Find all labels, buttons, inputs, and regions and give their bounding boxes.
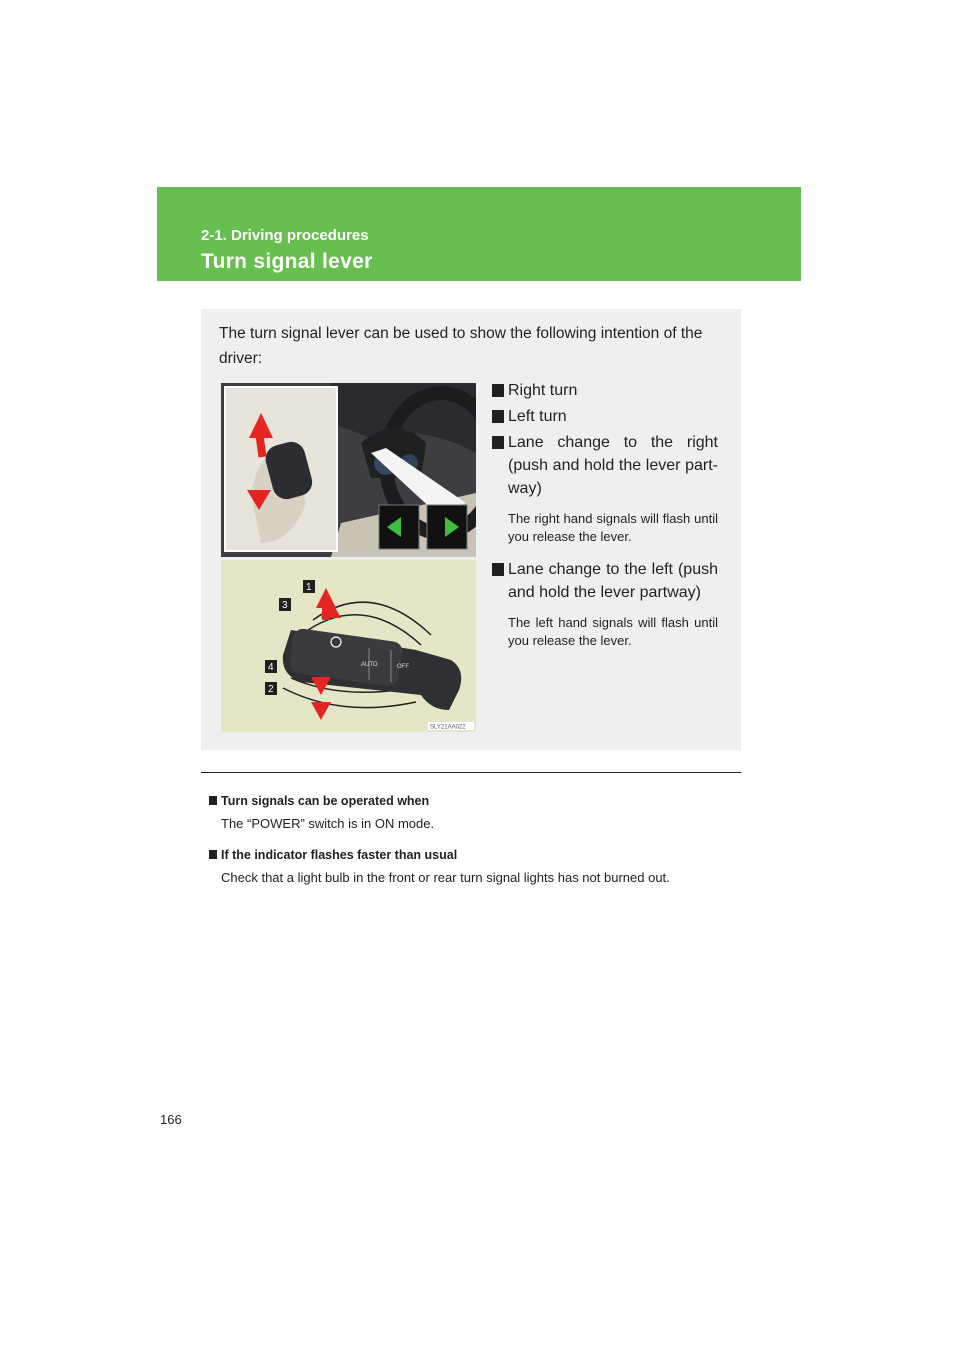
callout-3: 3 <box>282 600 288 611</box>
note-heading: If the indicator flashes faster than usual <box>209 847 769 863</box>
list-item-note: The right hand signals will flash until you release the lever. <box>508 511 718 544</box>
bullet-square-icon <box>209 796 217 805</box>
note-body: Check that a light bulb in the front or rear turn signal lights has not burned out. <box>221 870 670 885</box>
list-item-text: Lane change to the left (push and hold the lever partway) <box>508 561 718 601</box>
note-heading: Turn signals can be operated when <box>209 793 769 809</box>
cockpit-photo <box>221 383 476 557</box>
list-item <box>492 558 718 604</box>
number-badge <box>492 410 504 423</box>
list-item-text: Left turn <box>508 408 567 425</box>
lever-label-auto: AUTO <box>361 662 378 668</box>
intro-text: The turn signal lever can be used to show the following intention of the driver: <box>219 325 703 367</box>
list-item <box>492 379 718 402</box>
number-badge <box>492 563 504 576</box>
notes-section <box>209 793 769 901</box>
list-item-text: Right turn <box>508 382 578 399</box>
cockpit-illustration <box>221 383 476 557</box>
page-number: 166 <box>160 1112 182 1127</box>
lever-label-off: OFF <box>397 664 409 670</box>
bullet-square-icon <box>209 850 217 859</box>
callout-4: 4 <box>268 662 274 673</box>
callout-2: 2 <box>268 684 274 695</box>
note-body: The “POWER” switch is in ON mode. <box>221 816 435 831</box>
list-item <box>492 431 718 500</box>
lever-illustration <box>221 560 476 732</box>
section-header <box>157 187 801 281</box>
page-title: Turn signal lever <box>201 250 373 273</box>
illustration-panel <box>201 309 741 750</box>
number-badge <box>492 436 504 449</box>
section-label: 2-1. Driving procedures <box>201 227 369 244</box>
number-badge <box>492 384 504 397</box>
signal-list <box>492 379 718 650</box>
callout-1: 1 <box>306 582 312 593</box>
divider <box>201 772 741 773</box>
list-item <box>492 405 718 428</box>
figure-code: SLY21AA022 <box>430 724 466 731</box>
lever-diagram <box>221 560 476 732</box>
list-item-text: Lane change to the right (push and hold the lever part-way) <box>508 434 718 497</box>
list-item-note: The left hand signals will flash until you release the lever. <box>508 615 718 648</box>
